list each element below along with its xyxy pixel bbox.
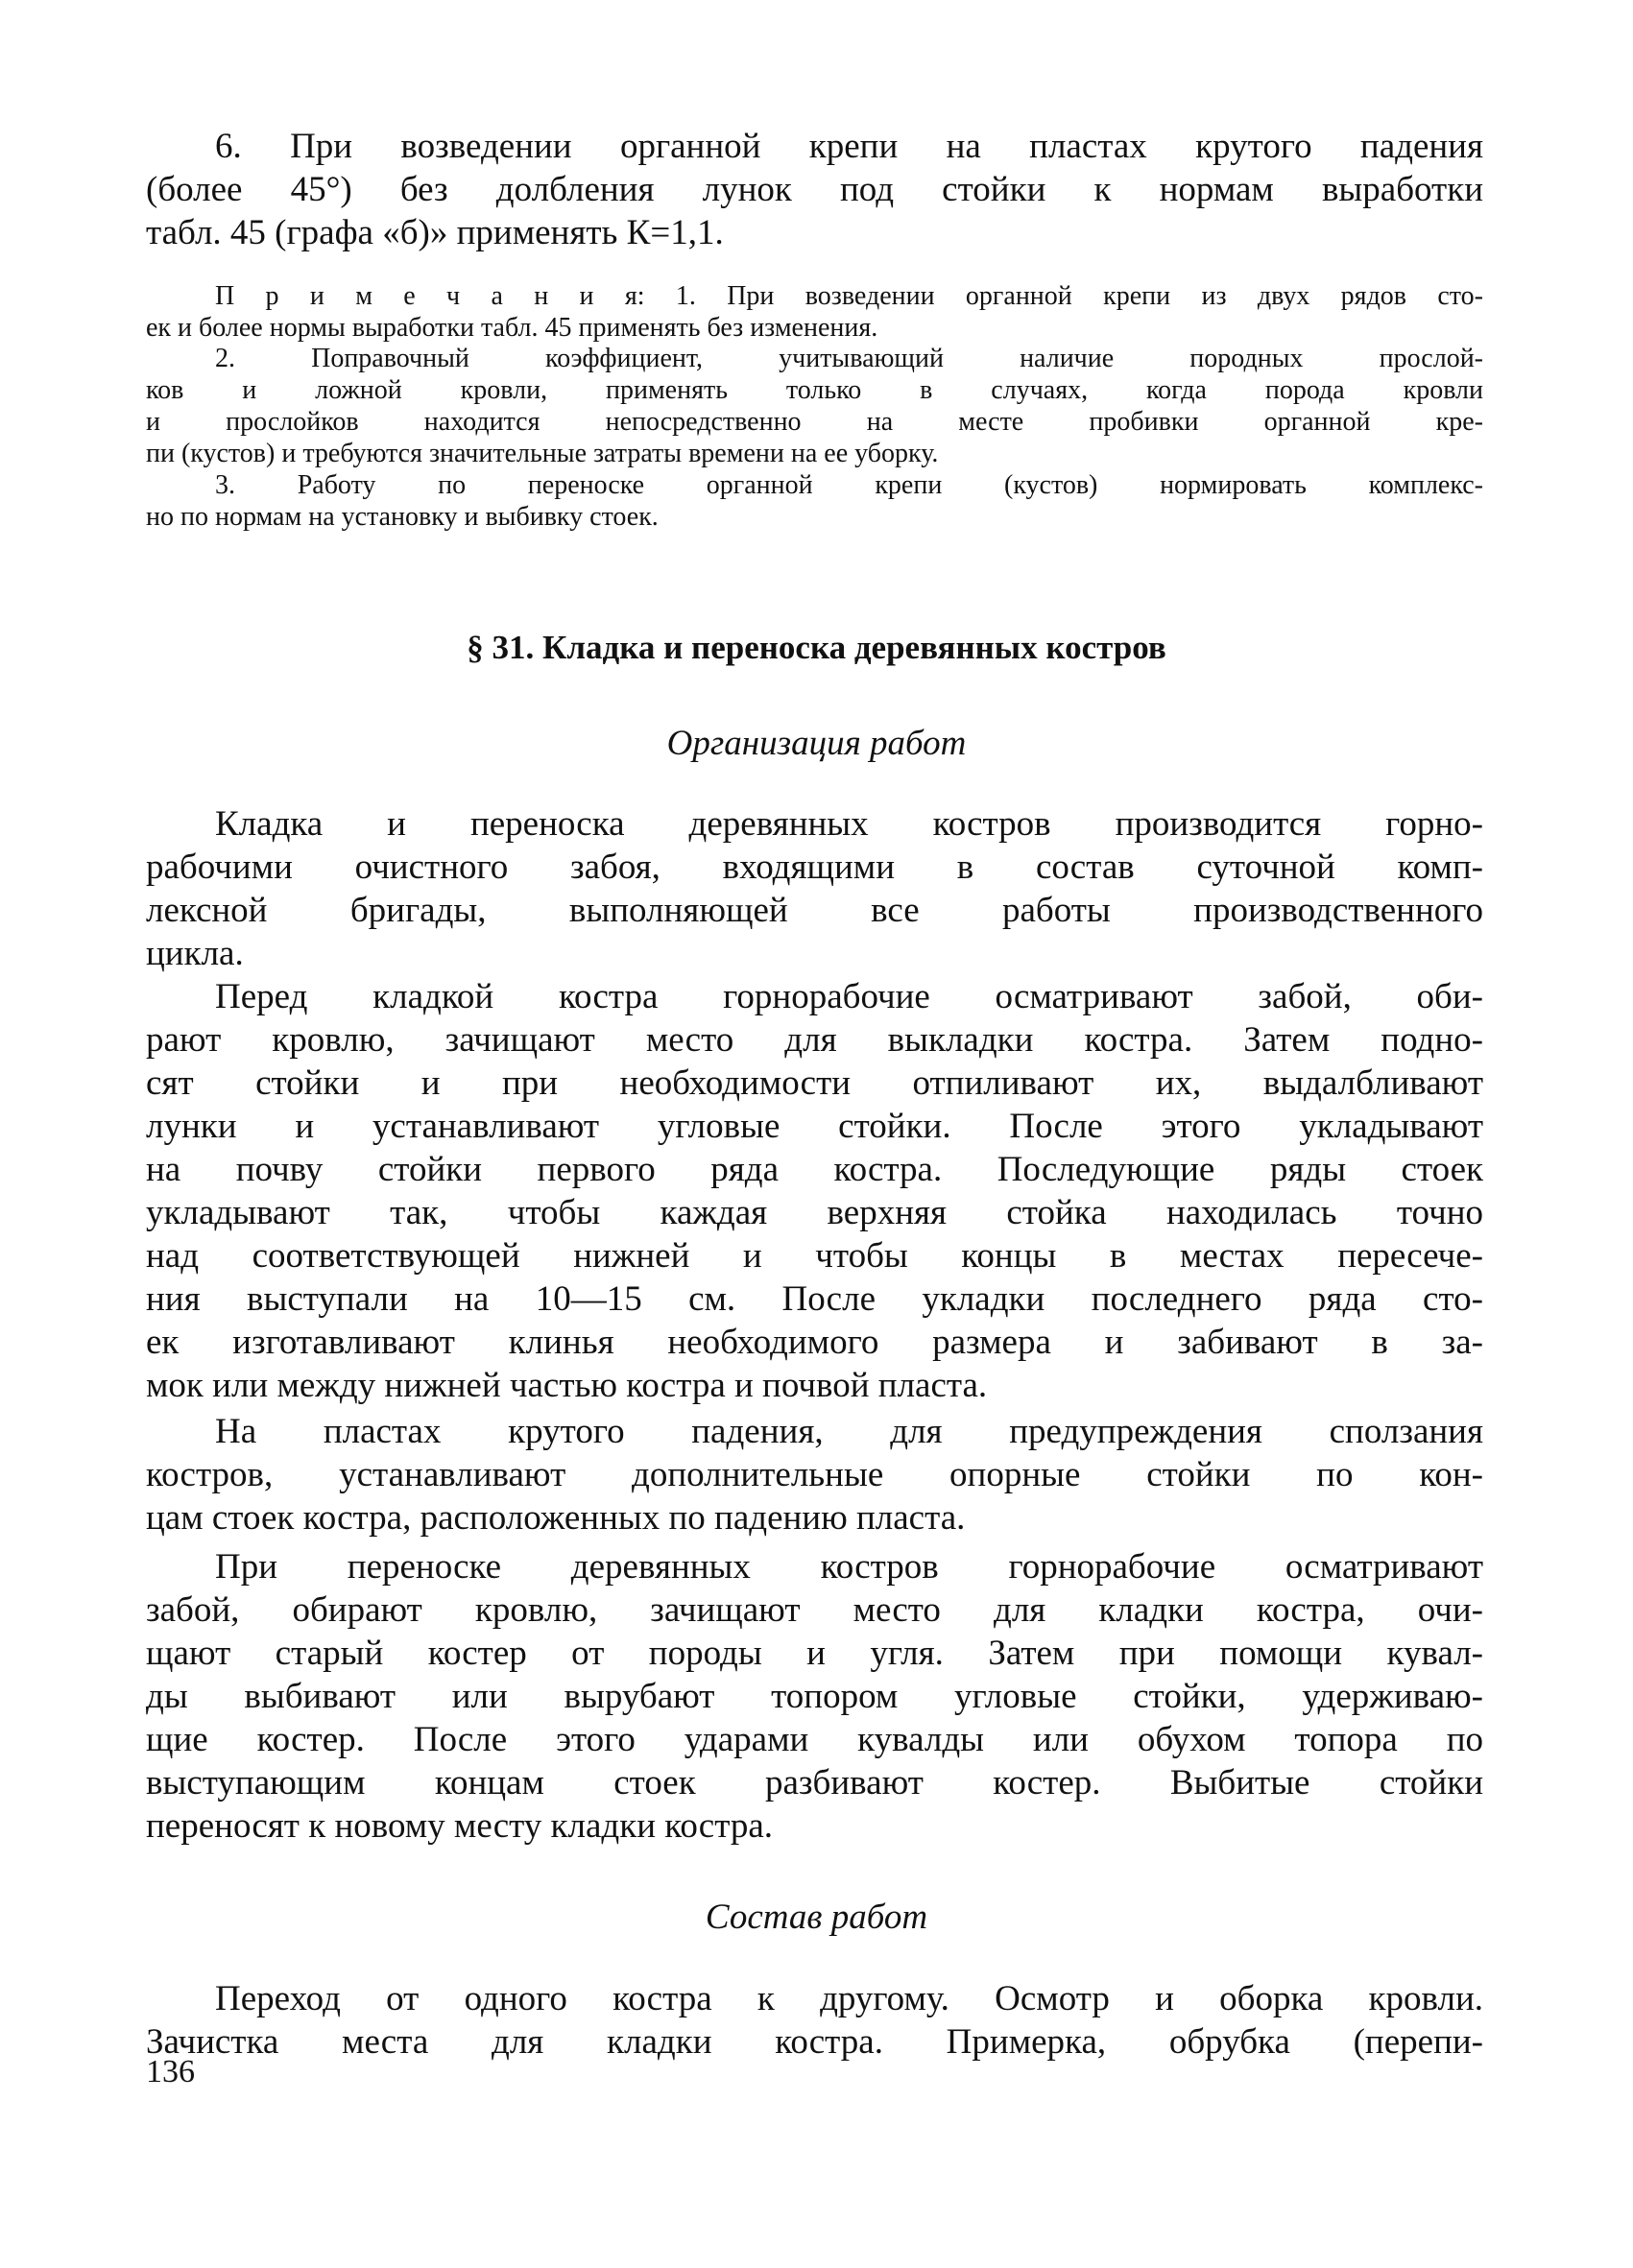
subheading-composition: Состав работ bbox=[705, 1898, 928, 1937]
text-line: ков и ложной кровли, применять только в случаях, когда порода кровли bbox=[146, 375, 1483, 405]
text-line: П р и м е ч а н и я: 1. При возведении органной крепи из двух рядов сто- bbox=[215, 281, 1483, 311]
text-line: табл. 45 (графа «б)» применять К=1,1. bbox=[146, 213, 724, 252]
text-line: 2. Поправочный коэффициент, учитывающий наличие породных прослой- bbox=[215, 344, 1483, 373]
text-line: выступающим концам стоек разбивают костер. Выбитые стойки bbox=[146, 1763, 1483, 1802]
text-line: костров, устанавливают дополнительные опорные стойки по кон- bbox=[146, 1455, 1483, 1494]
text-line: 3. Работу по переноске органной крепи (кустов) нормировать комплекс- bbox=[215, 470, 1483, 500]
page-number: 136 bbox=[146, 2054, 195, 2089]
text-line: На пластах крутого падения, для предупреждения сползания bbox=[215, 1412, 1483, 1451]
text-line: на почву стойки первого ряда костра. Последующие ряды стоек bbox=[146, 1150, 1483, 1189]
text-line: пи (кустов) и требуются значительные затраты времени на ее уборку. bbox=[146, 439, 939, 468]
text-line: ды выбивают или вырубают топором угловые стойки, удерживаю- bbox=[146, 1677, 1483, 1716]
paragraph-item-6 bbox=[146, 125, 1483, 254]
text-line: забой, обирают кровлю, зачищают место для кладки костра, очи- bbox=[146, 1590, 1483, 1630]
text-line: Кладка и переноска деревянных костров производится горно- bbox=[215, 804, 1483, 844]
note-3 bbox=[146, 469, 1483, 533]
text-line: укладывают так, чтобы каждая верхняя стойка находилась точно bbox=[146, 1193, 1483, 1232]
text-line: рабочими очистного забоя, входящими в состав суточной комп- bbox=[146, 848, 1483, 887]
text-line: Зачистка места для кладки костра. Примерка, обрубка (перепи- bbox=[146, 2022, 1483, 2062]
paragraph-organization-1 bbox=[146, 802, 1483, 975]
text-line: цам стоек костра, расположенных по падению пласта. bbox=[146, 1498, 966, 1538]
text-line: и прослойков находится непосредственно на месте пробивки органной кре- bbox=[146, 407, 1483, 437]
subheading-organization: Организация работ bbox=[666, 724, 967, 763]
text-line: над соответствующей нижней и чтобы концы в местах пересече- bbox=[146, 1236, 1483, 1276]
paragraph-organization-3 bbox=[146, 1410, 1483, 1540]
text-line: Перед кладкой костра горнорабочие осматривают забой, оби- bbox=[215, 977, 1483, 1016]
paragraph-organization-2 bbox=[146, 975, 1483, 1407]
text-line: При переноске деревянных костров горнорабочие осматривают bbox=[215, 1547, 1483, 1587]
text-line: но по нормам на установку и выбивку стоек. bbox=[146, 502, 659, 532]
note-2 bbox=[146, 343, 1483, 469]
text-line: рают кровлю, зачищают место для выкладки костра. Затем подно- bbox=[146, 1020, 1483, 1060]
text-line: щают старый костер от породы и угля. Затем при помощи кувал- bbox=[146, 1634, 1483, 1673]
section-heading: § 31. Кладка и переноска деревянных костров bbox=[467, 629, 1166, 666]
text-line: ек и более нормы выработки табл. 45 применять без изменения. bbox=[146, 313, 878, 343]
text-line: ек изготавливают клинья необходимого размера и забивают в за- bbox=[146, 1323, 1483, 1362]
text-line: 6. При возведении органной крепи на пластах крутого падения bbox=[215, 127, 1483, 166]
text-line: щие костер. После этого ударами кувалды или обухом топора по bbox=[146, 1720, 1483, 1759]
text-line: цикла. bbox=[146, 934, 244, 973]
text-line: сят стойки и при необходимости отпиливают их, выдалбливают bbox=[146, 1063, 1483, 1103]
paragraph-organization-4 bbox=[146, 1545, 1483, 1848]
text-line: ния выступали на 10—15 см. После укладки последнего ряда сто- bbox=[146, 1279, 1483, 1319]
text-line: лексной бригады, выполняющей все работы производственного bbox=[146, 891, 1483, 930]
text-line: лунки и устанавливают угловые стойки. После этого укладывают bbox=[146, 1107, 1483, 1146]
text-line: (более 45°) без долбления лунок под стойки к нормам выработки bbox=[146, 170, 1483, 209]
text-line: мок или между нижней частью костра и почвой пласта. bbox=[146, 1366, 988, 1405]
text-line: переносят к новому месту кладки костра. bbox=[146, 1806, 773, 1846]
paragraph-composition-1 bbox=[146, 1977, 1483, 2064]
note-1 bbox=[146, 280, 1483, 344]
text-line: Переход от одного костра к другому. Осмотр и оборка кровли. bbox=[215, 1979, 1483, 2018]
